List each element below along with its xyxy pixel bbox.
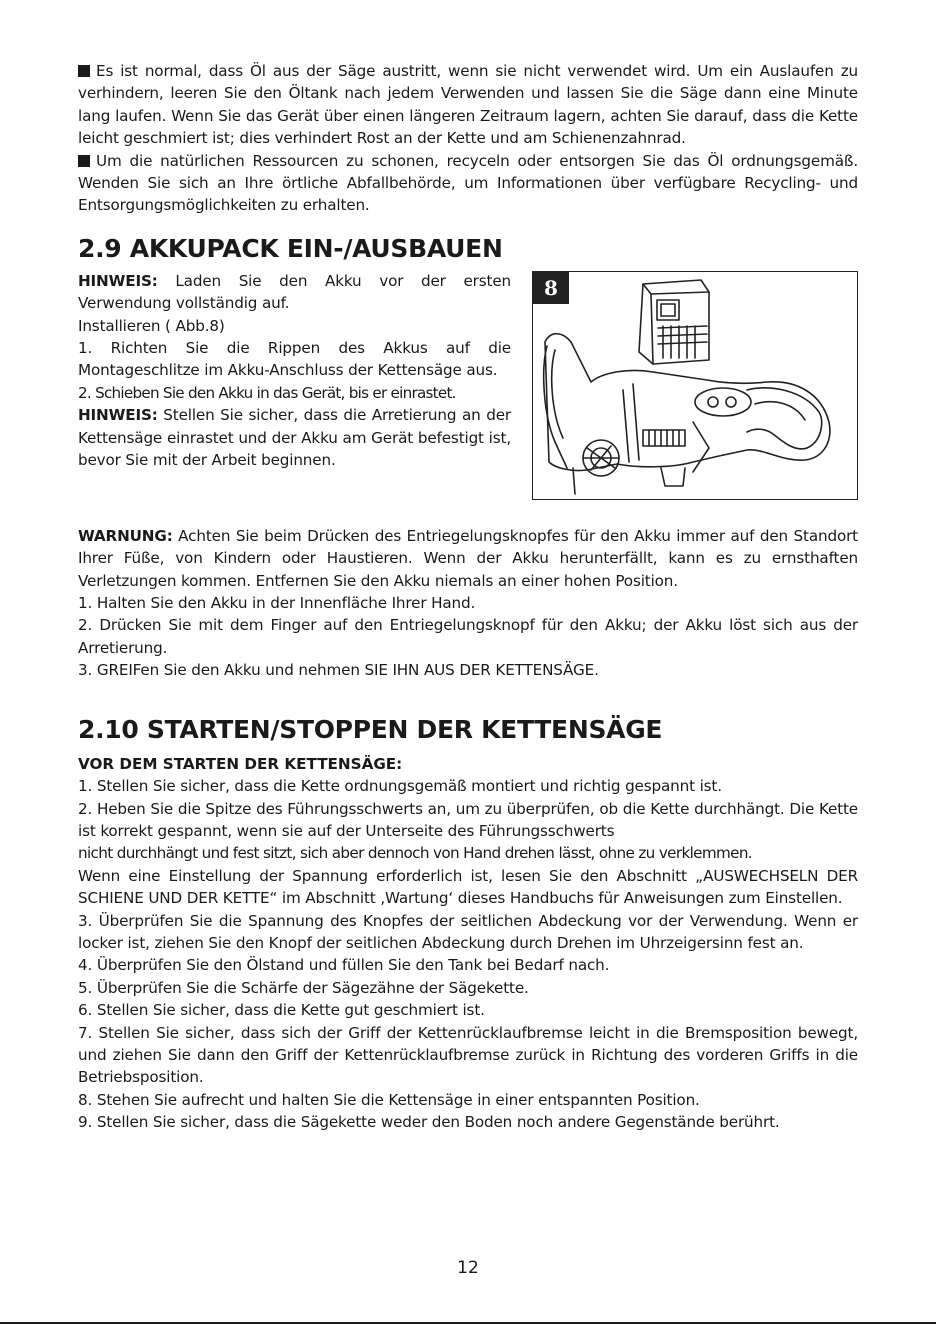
battery-install-row <box>78 270 858 500</box>
start-step-7: 7. Stellen Sie sicher, dass sich der Griff der Kettenrücklaufbremse leicht in die Bremsposition bewegt, und ziehen Sie dann den Griff der Kettenrücklaufbremse zurück in Richtung des vorderen Griffs in die Betriebsposition. <box>78 1023 858 1087</box>
section-heading-2-9: 2.9 AKKUPACK EIN-/AUSBAUEN <box>78 233 503 263</box>
bullet-square-icon <box>78 155 90 167</box>
install-reference: Installieren ( Abb.8) <box>78 316 225 335</box>
start-step-5: 5. Überprüfen Sie die Schärfe der Sägezähne der Sägekette. <box>78 978 529 997</box>
start-step-8: 8. Stehen Sie aufrecht und halten Sie die Kettensäge in einer entspannten Position. <box>78 1090 700 1109</box>
start-step-6: 6. Stellen Sie sicher, dass die Kette gut geschmiert ist. <box>78 1001 485 1020</box>
page-content <box>78 60 858 1134</box>
figure-number-badge: 8 <box>533 272 569 304</box>
subheading-before-start: VOR DEM STARTEN DER KETTENSÄGE: <box>78 754 403 773</box>
intro-paragraph-recycling: Um die natürlichen Ressourcen zu schonen, recyceln oder entsorgen Sie das Öl ordnungsgemäß. Wenden Sie sich an Ihre örtliche Abfallbehörde, um Informationen über verfügbare Recycling- und Entsorgungsmöglichkeiten zu erhalten. <box>78 151 858 215</box>
remove-step-3: 3. GREIFen Sie den Akku und nehmen SIE IHN AUS DER KETTENSÄGE. <box>78 661 599 680</box>
remove-step-1: 1. Halten Sie den Akku in der Innenfläche Ihrer Hand. <box>78 594 476 613</box>
remove-step-2: 2. Drücken Sie mit dem Finger auf den Entriegelungsknopf für den Akku; der Akku löst sich aus der Arretierung. <box>78 616 858 657</box>
battery-install-text <box>78 270 511 500</box>
note-lock-engaged: HINWEIS: Stellen Sie sicher, dass die Arretierung an der Kettensäge einrastet und der Akku am Gerät befestigt ist, bevor Sie mit der Arbeit beginnen. <box>78 406 511 470</box>
start-step-2c: Wenn eine Einstellung der Spannung erforderlich ist, lesen Sie den Abschnitt „AUSWECHSELN DER SCHIENE UND DER KETTE“ im Abschnitt ‚Wartung‘ dieses Handbuchs für Anweisungen zum Einstellen. <box>78 866 858 908</box>
intro-paragraph-oil-leak: Es ist normal, dass Öl aus der Säge austritt, wenn sie nicht verwendet wird. Um ein Auslaufen zu verhindern, leeren Sie den Öltank nach jedem Verwenden und lassen Sie die Säge dann eine Minute lang laufen. Wenn Sie das Gerät über einen längeren Zeitraum lagern, achten Sie darauf, dass die Kette leicht geschmiert ist; dies verhindert Rost an der Kette und am Schienenzahnrad. <box>78 62 858 148</box>
start-step-9: 9. Stellen Sie sicher, dass die Sägekette weder den Boden noch andere Gegenstände berührt. <box>78 1113 780 1132</box>
bullet-square-icon <box>78 65 90 77</box>
note-charge-first: HINWEIS: Laden Sie den Akku vor der ersten Verwendung vollständig auf. <box>78 271 511 313</box>
page-number: 12 <box>457 1258 479 1278</box>
start-step-3: 3. Überprüfen Sie die Spannung des Knopfes der seitlichen Abdeckung vor der Verwendung. Wenn er locker ist, ziehen Sie den Knopf der seitlichen Abdeckung durch Drehen im Uhrzeigersinn fest an. <box>78 911 858 952</box>
start-step-2a: 2. Heben Sie die Spitze des Führungsschwerts an, um zu überprüfen, ob die Kette durchhängt. Die Kette ist korrekt gespannt, wenn sie auf der Unterseite des Führungsschwerts <box>78 799 858 840</box>
install-step-1: 1. Richten Sie die Rippen des Akkus auf die Montageschlitze im Akku-Anschluss der Kettensäge aus. <box>78 339 511 380</box>
start-step-2b: nicht durchhängt und fest sitzt, sich aber dennoch von Hand drehen lässt, ohne zu verklemmen. <box>78 844 752 863</box>
start-step-4: 4. Überprüfen Sie den Ölstand und füllen Sie den Tank bei Bedarf nach. <box>78 956 610 975</box>
figure-8-chainsaw-battery <box>532 271 858 500</box>
start-step-1: 1. Stellen Sie sicher, dass die Kette ordnungsgemäß montiert und richtig gespannt ist. <box>78 777 722 796</box>
section-heading-2-10: 2.10 STARTEN/STOPPEN DER KETTENSÄGE <box>78 714 663 744</box>
chainsaw-battery-illustration <box>533 272 859 501</box>
warning-paragraph: WARNUNG: Achten Sie beim Drücken des Entriegelungsknopfes für den Akku immer auf den Standort Ihrer Füße, von Kindern oder Haustieren. Wenn der Akku herunterfällt, kann es zu ernsthaften Verletzungen kommen. Entfernen Sie den Akku niemals an einer hohen Position. <box>78 526 858 590</box>
install-step-2: 2. Schieben Sie den Akku in das Gerät, bis er einrastet. <box>78 383 456 402</box>
